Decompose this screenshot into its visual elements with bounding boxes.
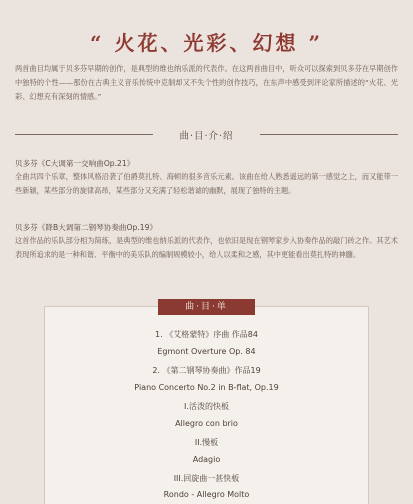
piece-description: 这首作品的乐队部分相为简练，是典型的维也纳乐派的代表作，也依旧是现在钢琴家步入协奏作品的敲门砖之作。其艺术表现所追求的是一种和谐、平衡中的美乐队的编制规模较小，给人以柔和之感，其中更能看出莫扎特的神髓。 xyxy=(15,236,398,259)
program-line: III.回旋曲一甚快板 xyxy=(173,474,240,483)
program-line: Egmont Overture Op. 84 xyxy=(157,347,256,356)
program-tab-label: 曲·目·单 xyxy=(158,299,255,315)
program-line: 1. 《艾格蒙特》序曲 作品84 xyxy=(155,330,258,339)
intro-paragraph: 两首曲目均属于贝多芬早期的创作，是典型的维也纳乐派的代表作。在这两首曲目中，听众可以探索到贝多芬在早期创作中独特的个性——那份在古典主义音乐传统中克制却又不失个性的创作技巧，在东声中感受到评论家所描述的“火花、光彩、幻想充有深刻的情感。” xyxy=(15,64,398,101)
program-line: Piano Concerto No.2 in B-flat, Op.19 xyxy=(134,383,279,392)
program-line: Allegro con brio xyxy=(175,419,238,428)
divider-line-right xyxy=(260,134,398,135)
piece-title: 贝多芬《C大调第一交响曲Op.21》 xyxy=(15,159,135,168)
program-line: II.慢板 xyxy=(194,438,219,447)
section-divider xyxy=(15,128,398,140)
program-line: I.活泼的快板 xyxy=(184,402,229,411)
piece-description: 全曲共四个乐章，整体风格沿袭了伯爵莫扎特、海顿的很多音乐元素。该曲在给人熟悉遥远的第一感觉之上，而又能带一些新颖，某些部分的旋律高昂，某些部分又充满了轻松谐谑的幽默，展现了独特的主题。 xyxy=(15,172,398,195)
program-line: Adagio xyxy=(192,455,221,464)
section-heading: 曲·目·介·绍 xyxy=(179,131,234,142)
page-title: “ 火花、光彩、幻想 ” xyxy=(90,31,323,55)
piece-title: 贝多芬《降B大调第二钢琴协奏曲Op.19》 xyxy=(15,223,157,232)
program-line: 2. 《第二钢琴协奏曲》作品19 xyxy=(152,366,261,375)
program-line: Rondo - Allegro Molto xyxy=(163,490,250,499)
